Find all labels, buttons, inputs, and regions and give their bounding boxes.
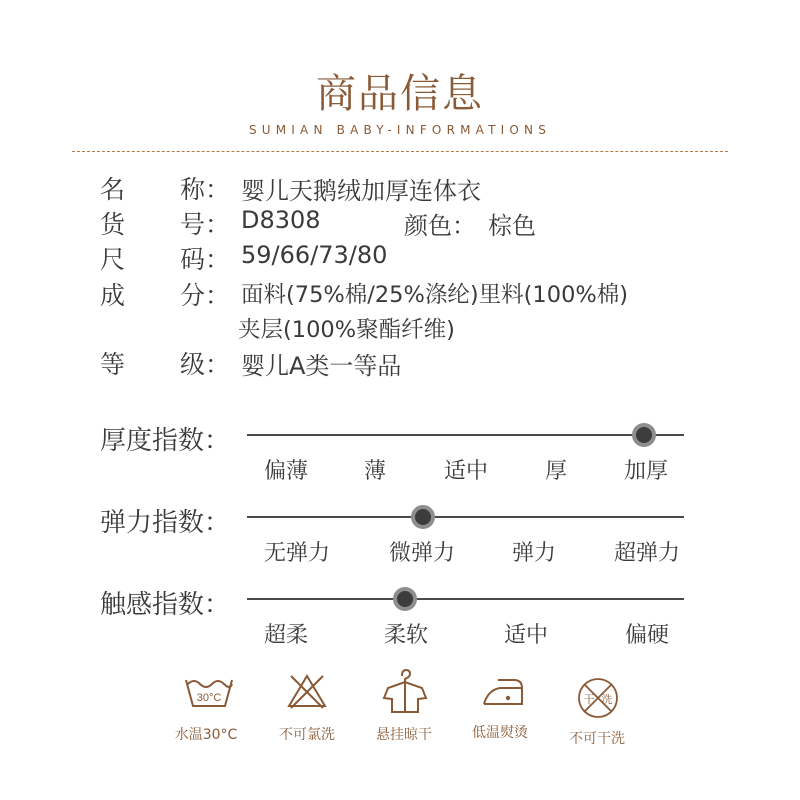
touch-scale-line xyxy=(247,598,684,600)
name-value: 婴儿天鹅绒加厚连体衣 xyxy=(241,177,481,205)
no-bleach-icon xyxy=(285,672,329,712)
elasticity-option: 微弹力 xyxy=(388,541,456,566)
elasticity-option: 无弹力 xyxy=(263,541,331,566)
elasticity-index-label: 弹力指数： xyxy=(100,508,231,538)
material-value: 面料(75%棉/25%涤纶)里料(100%棉) xyxy=(241,282,629,308)
thickness-option: 厚 xyxy=(544,459,568,484)
touch-indicator-knob xyxy=(393,587,417,611)
no-bleach-caption: 不可氯洗 xyxy=(279,727,335,743)
thickness-index-label: 厚度指数： xyxy=(100,426,231,456)
wash-30c-caption: 水温30°C xyxy=(174,727,238,743)
elasticity-scale-line xyxy=(247,516,684,518)
touch-option: 偏硬 xyxy=(624,623,670,648)
low-iron-caption: 低温熨烫 xyxy=(472,725,528,741)
touch-option: 适中 xyxy=(503,623,549,648)
no-dry-clean-caption: 不可干洗 xyxy=(569,731,625,747)
thickness-option: 加厚 xyxy=(623,459,669,484)
touch-option: 超柔 xyxy=(263,623,309,648)
thickness-option: 偏薄 xyxy=(263,459,309,484)
grade-value: 婴儿A类一等品 xyxy=(241,352,402,380)
hang-dry-icon xyxy=(382,666,428,716)
svg-text:洗: 洗 xyxy=(601,693,613,706)
color-value: 棕色 xyxy=(488,212,536,240)
thickness-option: 适中 xyxy=(443,459,489,484)
low-iron-icon xyxy=(478,674,528,714)
touch-option: 柔软 xyxy=(383,623,429,648)
color-label: 颜色： xyxy=(404,212,476,240)
svg-text:30°C: 30°C xyxy=(196,692,222,704)
sku-value: D8308 xyxy=(241,206,321,234)
thickness-option: 薄 xyxy=(363,459,387,484)
wash-30c-icon xyxy=(183,672,235,712)
elasticity-option: 超弹力 xyxy=(613,541,681,566)
page-title: 商品信息 xyxy=(316,71,484,117)
dashed-divider xyxy=(72,151,728,152)
thickness-scale-line xyxy=(247,434,684,436)
svg-text:干: 干 xyxy=(583,693,595,706)
no-dry-clean-icon xyxy=(576,676,620,720)
hang-dry-caption: 悬挂晾干 xyxy=(376,727,432,743)
touch-index-label: 触感指数： xyxy=(100,590,231,620)
page-subtitle: SUMIAN BABY-INFORMATIONS xyxy=(248,123,552,137)
size-value: 59/66/73/80 xyxy=(241,241,388,269)
thickness-indicator-knob xyxy=(632,423,656,447)
elasticity-option: 弹力 xyxy=(511,541,557,566)
elasticity-indicator-knob xyxy=(411,505,435,529)
material-value-line2: 夹层(100%聚酯纤维) xyxy=(238,317,455,343)
